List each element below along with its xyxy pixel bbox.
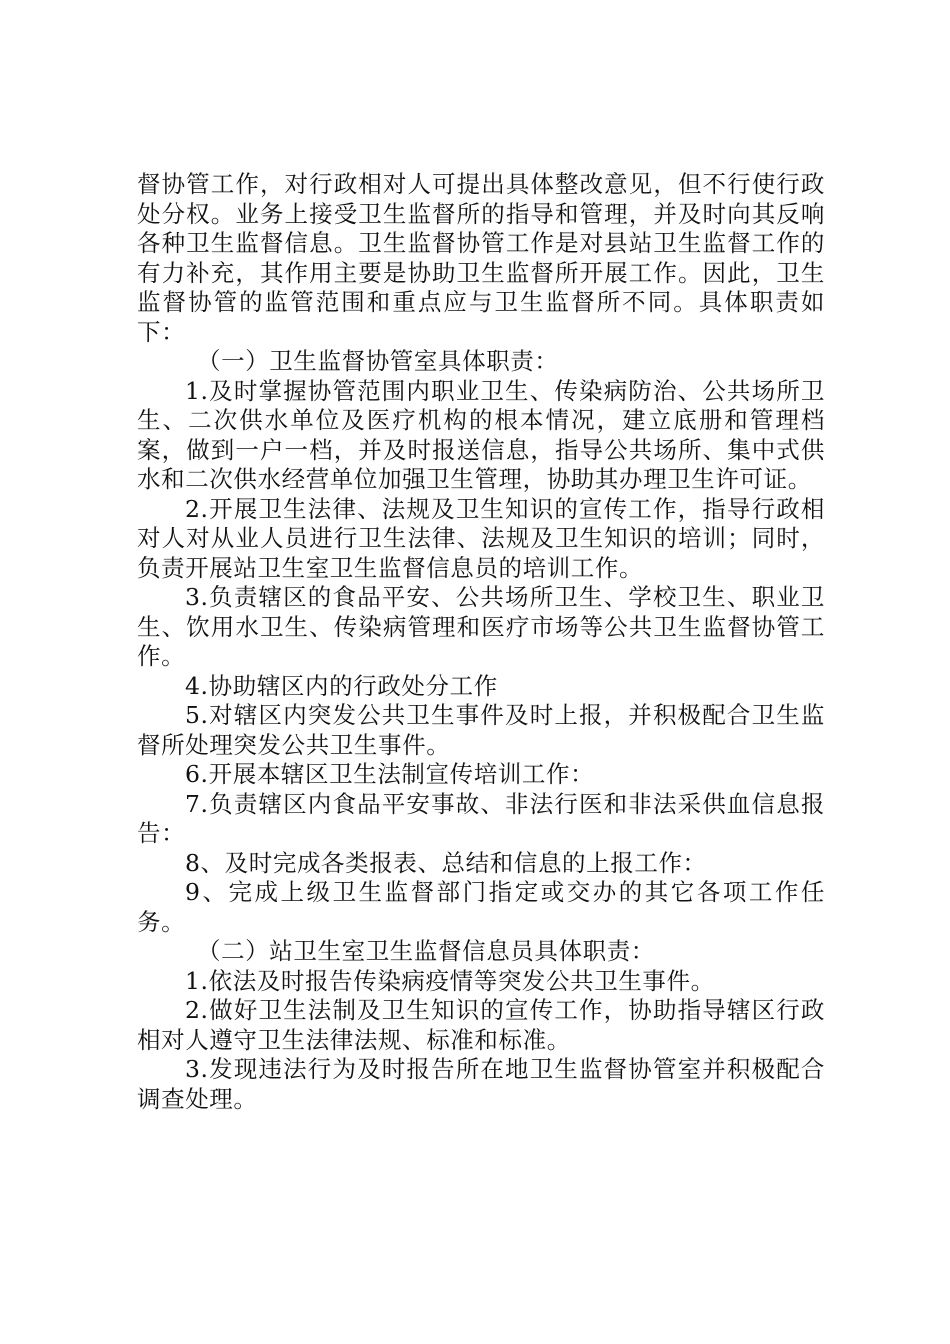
list-item: 5.对辖区内突发公共卫生事件及时上报，并积极配合卫生监督所处理突发公共卫生事件。	[137, 701, 825, 759]
document-body	[137, 170, 825, 1114]
section-heading-2: （二）站卫生室卫生监督信息员具体职责：	[197, 937, 655, 965]
list-item: 4.协助辖区内的行政处分工作	[185, 671, 498, 700]
list-item: 7.负责辖区内食品平安事故、非法行医和非法采供血信息报告：	[137, 789, 825, 847]
list-item: 1.及时掌握协管范围内职业卫生、传染病防治、公共场所卫生、二次供水单位及医疗机构的根本情况，建立底册和管理档案，做到一户一档，并及时报送信息，指导公共场所、集中式供水和二次供水经营单位加强卫生管理，协助其办理卫生许可证。	[137, 376, 825, 493]
list-item: 1.依法及时报告传染病疫情等突发公共卫生事件。	[185, 966, 715, 995]
paragraph-intro: 督协管工作，对行政相对人可提出具体整改意见，但不行使行政处分权。业务上接受卫生监督所的指导和管理，并及时向其反响各种卫生监督信息。卫生监督协管工作是对县站卫生监督工作的有力补充，其作用主要是协助卫生监督所开展工作。因此，卫生监督协管的监管范围和重点应与卫生监督所不同。具体职责如下：	[137, 170, 825, 346]
list-item: 8、及时完成各类报表、总结和信息的上报工作：	[185, 848, 707, 877]
list-item: 2.做好卫生法制及卫生知识的宣传工作，协助指导辖区行政相对人遵守卫生法律法规、标准和标准。	[137, 996, 825, 1054]
list-item: 3.负责辖区的食品平安、公共场所卫生、学校卫生、职业卫生、饮用水卫生、传染病管理和医疗市场等公共卫生监督协管工作。	[137, 583, 825, 670]
section-heading-1: （一）卫生监督协管室具体职责：	[197, 347, 559, 375]
list-item: 3.发现违法行为及时报告所在地卫生监督协管室并积极配合调查处理。	[137, 1055, 825, 1113]
list-item: 6.开展本辖区卫生法制宣传培训工作：	[185, 760, 595, 788]
list-item: 9、完成上级卫生监督部门指定或交办的其它各项工作任务。	[137, 878, 825, 936]
list-item: 2.开展卫生法律、法规及卫生知识的宣传工作，指导行政相对人对从业人员进行卫生法律、法规及卫生知识的培训；同时，负责开展站卫生室卫生监督信息员的培训工作。	[137, 494, 825, 582]
